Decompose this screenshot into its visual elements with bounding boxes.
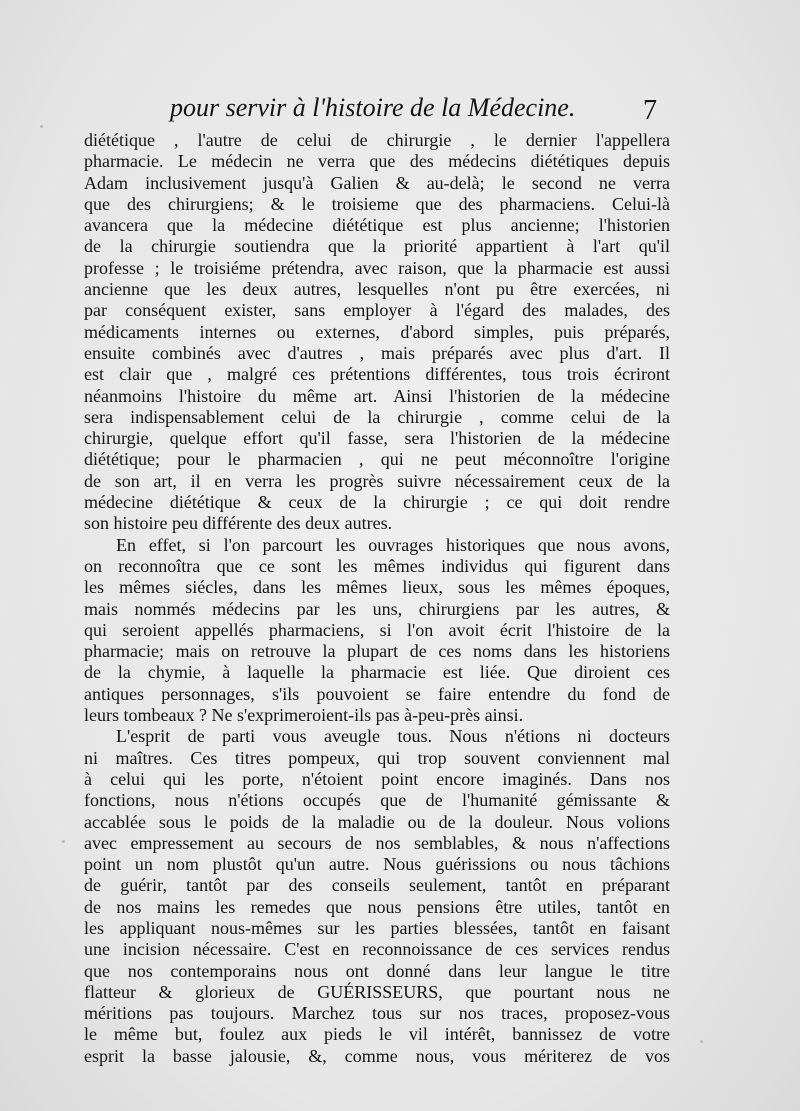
text-line: ensuite combinés avec d'autres , mais préparés avec plus d'art. Il — [84, 342, 670, 363]
text-line: antiques personnages, s'ils pouvoient se faire entendre du fond de — [84, 683, 670, 704]
text-line: ancienne que les deux autres, lesquelles n'ont pu être exercées, ni — [84, 279, 670, 300]
paper-speck — [40, 125, 43, 128]
text-line: est clair que , malgré ces prétentions différentes, tous trois écriront — [84, 364, 670, 385]
text-line: de son art, il en verra les progrès suivre nécessairement ceux de la — [84, 470, 670, 491]
text-line: accablée sous le poids de la maladie ou de la douleur. Nous volions — [84, 811, 670, 832]
text-line: une incision nécessaire. C'est en reconnoissance de ces services rendus — [84, 939, 670, 960]
text-line: médecine diététique & ceux de la chirurgie ; ce qui doit rendre — [84, 492, 670, 513]
text-line: qui seroient appellés pharmaciens, si l'on avoit écrit l'histoire de la — [84, 619, 670, 640]
text-line: L'esprit de parti vous aveugle tous. Nous n'étions ni docteurs — [116, 726, 670, 747]
text-line: néanmoins l'histoire du même art. Ainsi l'historien de la médecine — [84, 385, 670, 406]
text-line: professe ; le troisiéme prétendra, avec raison, que la pharmacie est aussi — [84, 257, 670, 278]
text-line: de la chymie, à laquelle la pharmacie est liée. Que diroient ces — [84, 662, 670, 683]
text-line: de nos mains les remedes que nous pensions être utiles, tantôt en — [84, 896, 670, 917]
text-line: avec empressement au secours de nos semblables, & nous n'affections — [84, 832, 670, 853]
text-line: médicaments internes ou externes, d'abord simples, puis préparés, — [84, 321, 670, 342]
text-line: mais nommés médecins par les uns, chirurgiens par les autres, & — [84, 598, 670, 619]
text-line: les appliquant nous-mêmes sur les parties blessées, tantôt en faisant — [84, 917, 670, 938]
paper-speck — [700, 1040, 703, 1043]
paper-speck — [62, 840, 65, 843]
text-line: à celui qui les porte, n'étoient point encore imaginés. Dans nos — [84, 768, 670, 789]
text-line: les mêmes siécles, dans les mêmes lieux, sous les mêmes époques, — [84, 577, 670, 598]
text-line: on reconnoîtra que ce sont les mêmes individus qui figurent dans — [84, 555, 670, 576]
text-line: méritions pas toujours. Marchez tous sur nos traces, proposez-vous — [84, 1003, 670, 1024]
text-line: que des chirurgiens; & le troisieme que des pharmaciens. Celui-là — [84, 193, 670, 214]
text-line: le même but, foulez aux pieds le vil intérêt, bannissez de votre — [84, 1024, 670, 1045]
text-line: pharmacie. Le médecin ne verra que des médecins diététiques depuis — [84, 151, 670, 172]
text-line: En effet, si l'on parcourt les ouvrages historiques que nous avons, — [116, 534, 670, 555]
text-line: chirurgie, quelque effort qu'il fasse, sera l'historien de la médecine — [84, 428, 670, 449]
text-line: Adam inclusivement jusqu'à Galien & au-delà; le second ne verra — [84, 172, 670, 193]
page-number: 7 — [643, 95, 657, 126]
text-line: esprit la basse jalousie, &, comme nous, vous mériterez de vos — [84, 1045, 670, 1066]
text-line: de la chirurgie soutiendra que la priorité appartient à l'art qu'il — [84, 236, 670, 257]
text-line: point un nom plustôt qu'un autre. Nous guérissions ou nous tâchions — [84, 854, 670, 875]
text-line: par conséquent exister, sans employer à l'égard des malades, des — [84, 300, 670, 321]
text-line: de guérir, tantôt par des conseils seulement, tantôt en préparant — [84, 875, 670, 896]
text-line: leurs tombeaux ? Ne s'exprimeroient-ils pas à-peu-près ainsi. — [84, 705, 524, 726]
text-line: flatteur & glorieux de GUÉRISSEURS, que pourtant nous ne — [84, 981, 670, 1002]
text-line: son histoire peu différente des deux autres. — [84, 513, 393, 534]
text-line: diététique , l'autre de celui de chirurgie , le dernier l'appellera — [84, 130, 670, 150]
text-line: avancera que la médecine diététique est plus ancienne; l'historien — [84, 215, 670, 236]
text-line: fonctions, nous n'étions occupés que de l'humanité gémissante & — [84, 790, 670, 811]
running-title: pour servir à l'histoire de la Médecine. — [170, 93, 576, 122]
text-line: sera indispensablement celui de la chirurgie , comme celui de la — [84, 406, 670, 427]
body-text — [84, 130, 670, 1067]
text-line: pharmacie; mais on retrouve la plupart de ces noms dans les historiens — [84, 641, 670, 662]
text-line: diététique; pour le pharmacien , qui ne peut méconnoître l'origine — [84, 449, 670, 470]
text-line: que nos contemporains nous ont donné dans leur langue le titre — [84, 960, 670, 981]
text-line: ni maîtres. Ces titres pompeux, qui trop souvent conviennent mal — [84, 747, 670, 768]
